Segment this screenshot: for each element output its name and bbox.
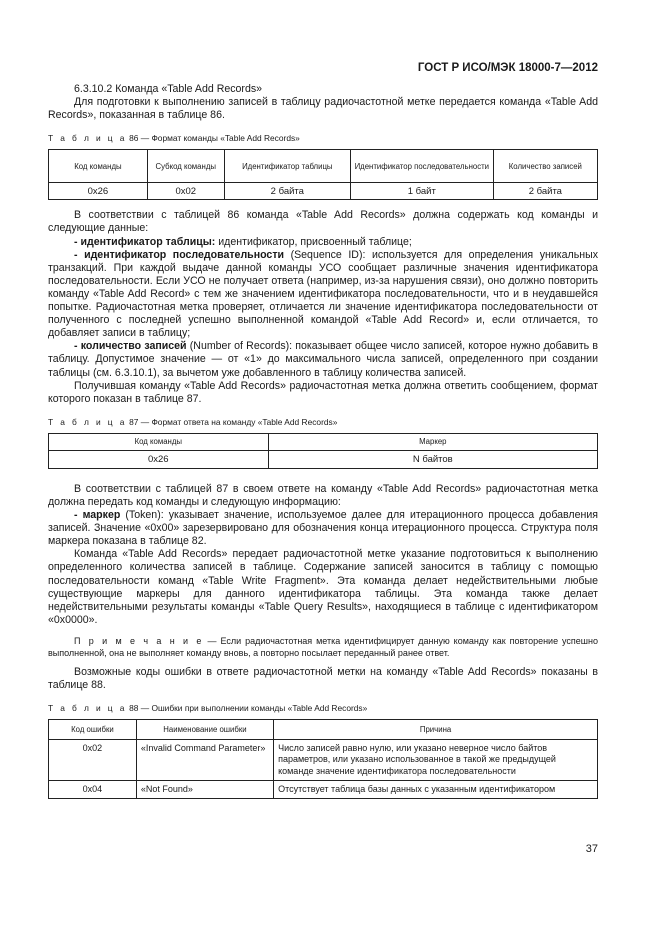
table-88 xyxy=(48,719,598,799)
table88-caption xyxy=(48,702,598,715)
table87-header: Код команды xyxy=(49,433,269,450)
table86-header: Количество записей xyxy=(493,150,597,183)
table87-header-row xyxy=(49,433,598,450)
table86-cell: 0x26 xyxy=(49,183,148,200)
table-row xyxy=(49,450,598,468)
paragraph-3: В соответствии с таблицей 87 в своем ответе на команду «Table Add Records» радиочастотная метка должна передать код команды и следующую информацию: xyxy=(48,482,598,508)
table87-cell: 0x26 xyxy=(49,450,269,468)
table88-header: Код ошибки xyxy=(49,720,137,740)
section-heading: 6.3.10.2 Команда «Table Add Records» xyxy=(74,83,263,95)
paragraph-5: Возможные коды ошибки в ответе радиочастотной метки на команду «Table Add Records» показаны в таблице 88. xyxy=(48,665,598,691)
table88-cell: «Invalid Command Parameter» xyxy=(136,740,273,781)
paragraph-2: Получившая команду «Table Add Records» радиочастотная метка должна ответить сообщением, формат которого показан в таблице 87. xyxy=(48,379,598,405)
table88-header-row xyxy=(49,720,598,740)
page-number: 37 xyxy=(585,843,598,855)
table88-cell: Отсутствует таблица базы данных с указанным идентификатором xyxy=(274,780,598,798)
table88-cell: Число записей равно нулю, или указано неверное число байтов параметров, или указано использованное в такой же предыдущей команде значение идентификатора последовательности xyxy=(274,740,598,781)
table86-caption-label: Т а б л и ц а xyxy=(48,133,127,144)
note xyxy=(48,635,598,660)
table86-cell: 1 байт xyxy=(350,183,493,200)
list-item-record-count xyxy=(48,340,598,379)
table86-cell: 2 байта xyxy=(224,183,350,200)
table-row xyxy=(49,740,598,781)
list-item-table-id xyxy=(48,236,598,249)
table88-caption-label: Т а б л и ц а xyxy=(48,703,127,714)
table86-cell: 2 байта xyxy=(493,183,597,200)
standard-header: ГОСТ Р ИСО/МЭК 18000-7—2012 xyxy=(417,62,598,74)
item2-text: (Sequence ID): используется для определения уникальных транзакций. При каждой выдаче данной команды УСО сообщает различные значения идентификатора последовательности. Если УСО не получает ответа (например, из-за нарушения связи), оно должно повторить команду «Table Add Record» с тем же значением идентификатора последовательности, что и в неудавшейся попытке. Радиочастотная метка проверяет, отличается ли значение идентификатора последовательности от полученного с последней успешно выполненной командой «Table Add Record» и, если отличается, то добавляет записи в таблицу; xyxy=(48,248,598,340)
table87-cell: N байтов xyxy=(268,450,597,468)
note-label: П р и м е ч а н и е xyxy=(74,635,204,646)
list-item-token xyxy=(48,509,598,548)
table86-header: Идентификатор последовательности xyxy=(350,150,493,183)
table-87 xyxy=(48,433,598,469)
table88-caption-text: 88 — Ошибки при выполнении команды «Table Add Records» xyxy=(129,703,368,714)
table86-caption xyxy=(48,132,598,145)
table88-cell: «Not Found» xyxy=(136,780,273,798)
table86-header: Идентификатор таблицы xyxy=(224,150,350,183)
table87-caption xyxy=(48,416,598,429)
table-row xyxy=(49,780,598,798)
note-text: — Если радиочастотная метка идентифицирует данную команду как повторение успешно выполненной, она не выполняет команду вновь, а повторно посылает переданный ранее ответ. xyxy=(48,635,598,659)
table88-cell: 0x04 xyxy=(49,780,137,798)
item1-term: - идентификатор таблицы: xyxy=(74,235,216,248)
table88-header: Наименование ошибки xyxy=(136,720,273,740)
item3-text: (Number of Records): показывает общее число записей, которое нужно добавить в таблицу. Допустимое значение — от «1» до максимального числа записей, определенного при создании таблицы (см. 6.3.10.1), за вычетом уже добавленного в таблицу количества записей. xyxy=(48,340,599,379)
table-row xyxy=(49,183,598,200)
table87-caption-label: Т а б л и ц а xyxy=(48,416,127,427)
table86-cell: 0x02 xyxy=(147,183,224,200)
table86-caption-text: 86 — Формат команды «Table Add Records» xyxy=(129,133,300,144)
table86-header: Код команды xyxy=(49,150,148,183)
item1-text: идентификатор, присвоенный таблице; xyxy=(215,235,412,248)
section-intro: Для подготовки к выполнению записей в таблицу радиочастотной метке передается команда «Table Add Records», показанная в таблице 86. xyxy=(48,96,598,122)
item4-text: (Token): указывает значение, используемое далее для итерационного процесса добавления записей. Значение «0x00» зарезервировано для обозначения конца итерационного процесса. Структура поля маркера показана в таблице 82. xyxy=(48,509,599,548)
item4-term: - маркер xyxy=(74,509,121,522)
table88-header: Причина xyxy=(274,720,598,740)
paragraph-4: Команда «Table Add Records» передает радиочастотной метке указание подготовиться к выполнению определенного количества записей в таблице. Содержание записей заносится в таблицу с помощью последовательности команд «Table Write Fragment». Эта команда делает недействительными любые существующие маркеры для данного идентификатора таблицы. Эта команда также делает недействительными результаты команды «Table Query Results», находящиеся в таблице с идентификатором «0x0000». xyxy=(48,548,598,626)
item3-term: - количество записей xyxy=(74,340,187,353)
table86-header: Субкод команды xyxy=(147,150,224,183)
paragraph-1: В соответствии с таблицей 86 команда «Table Add Records» должна содержать код команды и следующие данные: xyxy=(48,209,598,235)
table86-header-row xyxy=(49,150,598,183)
table87-header: Маркер xyxy=(268,433,597,450)
table87-caption-text: 87 — Формат ответа на команду «Table Add Records» xyxy=(129,416,338,427)
page-content xyxy=(48,83,598,799)
table88-cell: 0x02 xyxy=(49,740,137,781)
item2-term: - идентификатор последовательности xyxy=(74,248,285,261)
list-item-sequence-id xyxy=(48,249,598,341)
table-86 xyxy=(48,149,598,200)
